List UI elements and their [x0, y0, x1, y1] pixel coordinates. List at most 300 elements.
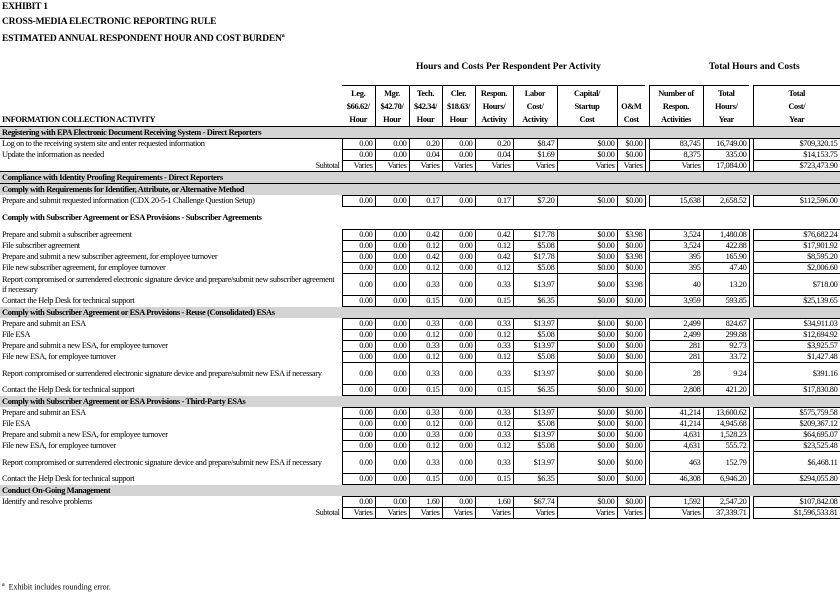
table-cell: 0.00 [375, 385, 409, 396]
col-total-cost [753, 86, 840, 127]
table-cell: $7.20 [513, 196, 557, 207]
activity-label: Prepare and submit a new ESA, for employee turnover [2, 430, 168, 439]
table-cell: 0.33 [409, 452, 442, 474]
table-cell: 299.88 [703, 330, 749, 341]
table-cell: Varies [617, 508, 645, 519]
table-cell: 0.00 [375, 341, 409, 352]
table-cell: $0.00 [557, 341, 617, 352]
table-cell: 0.17 [409, 196, 442, 207]
activity-label: Contact the Help Desk for technical support [2, 474, 135, 483]
table-cell: 0.12 [475, 263, 513, 274]
table-row [0, 274, 840, 296]
table-row [0, 230, 840, 241]
subtotal-row [0, 508, 840, 519]
table-cell: 0.00 [442, 385, 475, 396]
table-cell: 3,959 [649, 296, 703, 307]
subtotal-label: Subtotal [315, 508, 340, 517]
column-header-line: Cost/ [526, 102, 544, 111]
table-cell: 0.12 [409, 330, 442, 341]
table-cell: Varies [375, 161, 409, 172]
table-cell: $1,427.48 [753, 352, 840, 363]
table-cell: $0.00 [557, 196, 617, 207]
table-cell: $0.00 [557, 419, 617, 430]
table-cell: 422.88 [703, 241, 749, 252]
table-cell: 0.00 [442, 150, 475, 161]
column-header-line: Year [789, 115, 805, 124]
subsection-header-row [0, 396, 840, 408]
table-cell: 0.00 [375, 408, 409, 419]
table-cell: $0.00 [617, 363, 645, 385]
table-cell: 8,375 [649, 150, 703, 161]
activity-label: Prepare and submit a subscriber agreement [2, 230, 132, 239]
table-body [0, 127, 840, 519]
table-cell: $0.00 [557, 150, 617, 161]
col-total-hours [703, 86, 749, 127]
table-cell: $107,842.08 [753, 497, 840, 508]
col-leg [342, 86, 375, 127]
table-cell: $64,695.07 [753, 430, 840, 441]
table-cell: 0.00 [342, 497, 375, 508]
table-cell: 395 [649, 263, 703, 274]
table-cell: $13.97 [513, 274, 557, 296]
table-cell: 0.00 [375, 150, 409, 161]
table-row [0, 252, 840, 263]
column-header-line: Year [718, 115, 734, 124]
table-row [0, 139, 840, 150]
table-cell: Varies [617, 161, 645, 172]
table-cell: $8.47 [513, 139, 557, 150]
table-cell: 0.33 [409, 274, 442, 296]
table-cell: 0.00 [375, 241, 409, 252]
table-cell: Varies [557, 508, 617, 519]
table-cell: 0.42 [475, 252, 513, 263]
table-cell: $0.00 [617, 241, 645, 252]
table-cell: 0.00 [442, 196, 475, 207]
table-cell: 41,214 [649, 408, 703, 419]
table-cell: $6.35 [513, 474, 557, 485]
activity-label: File ESA [2, 419, 31, 428]
table-cell: $209,367.12 [753, 419, 840, 430]
activity-label: Report compromised or surrendered electronic signature device and prepare/submit new ESA if necessary [2, 457, 322, 467]
table-cell: 83,745 [649, 139, 703, 150]
table-cell: 0.12 [409, 263, 442, 274]
table-row [0, 441, 840, 452]
table-cell: 0.15 [409, 296, 442, 307]
table-cell: $0.00 [557, 263, 617, 274]
table-row [0, 341, 840, 352]
table-cell: Varies [442, 508, 475, 519]
table-cell: 152.79 [703, 452, 749, 474]
table-cell: $13.97 [513, 341, 557, 352]
table-cell: $13.97 [513, 430, 557, 441]
table-cell: $13.97 [513, 408, 557, 419]
table-cell: 0.00 [442, 319, 475, 330]
table-cell: $0.00 [617, 419, 645, 430]
table-cell: 0.15 [409, 385, 442, 396]
column-header-line: Cost [623, 115, 639, 124]
table-cell: $3.98 [617, 230, 645, 241]
table-row [0, 497, 840, 508]
table-cell: $17.78 [513, 230, 557, 241]
footnote: $^a$ Exhibit includes rounding error. [2, 582, 111, 592]
activity-label: Prepare and submit a new subscriber agreement, for employee turnover [2, 252, 218, 261]
table-cell: $76,682.24 [753, 230, 840, 241]
table-cell: $0.00 [557, 385, 617, 396]
table-cell: $6.35 [513, 296, 557, 307]
table-row [0, 363, 840, 385]
table-cell: 0.00 [342, 474, 375, 485]
table-cell: 0.33 [409, 430, 442, 441]
section-label: Conduct On-Going Management [0, 485, 840, 497]
activity-label: Prepare and submit an ESA [2, 408, 86, 417]
table-cell: 0.15 [475, 385, 513, 396]
table-cell: 421.20 [703, 385, 749, 396]
table-cell: 0.00 [442, 341, 475, 352]
table-row [0, 474, 840, 485]
table-cell: 1,480.08 [703, 230, 749, 241]
table-cell: 1.60 [409, 497, 442, 508]
col-activity: INFORMATION COLLECTION ACTIVITY [2, 115, 156, 124]
table-cell: $5.08 [513, 330, 557, 341]
subsection-header-row [0, 485, 840, 497]
column-header-line: Hour [449, 115, 468, 124]
table-cell: 6,946.20 [703, 474, 749, 485]
column-header-line: Hour [383, 115, 401, 124]
table-cell: 463 [649, 452, 703, 474]
table-cell: 0.15 [475, 296, 513, 307]
table-cell: 0.33 [475, 430, 513, 441]
table-cell: 0.42 [409, 230, 442, 241]
table-cell: 165.90 [703, 252, 749, 263]
table-row [0, 330, 840, 341]
table-cell: 0.00 [342, 274, 375, 296]
table-cell: 0.00 [442, 296, 475, 307]
table-cell: 0.33 [409, 408, 442, 419]
table-cell: $6,468.11 [753, 452, 840, 474]
table-cell: 9.24 [703, 363, 749, 385]
table-row [0, 385, 840, 396]
table-cell: 0.00 [342, 252, 375, 263]
table-cell: 0.33 [475, 341, 513, 352]
activity-label: Report compromised or surrendered electronic signature device and prepare/submit new ESA if necessary [2, 368, 322, 378]
exhibit-label: EXHIBIT 1 [2, 2, 48, 12]
table-cell: 0.00 [442, 252, 475, 263]
table-cell: 0.00 [375, 363, 409, 385]
column-header-line: Respon. [480, 89, 508, 98]
table-cell: 0.33 [475, 319, 513, 330]
table-cell: 0.15 [409, 474, 442, 485]
table-cell: 0.00 [342, 150, 375, 161]
table-cell: 1,528.23 [703, 430, 749, 441]
activity-label: Log on to the receiving system site and enter requested information [2, 139, 205, 149]
table-cell: 395 [649, 252, 703, 263]
table-cell: 0.00 [375, 274, 409, 296]
table-cell: 0.33 [409, 319, 442, 330]
section-label: Comply with Requirements for Identifier, Attribute, or Alternative Method [0, 184, 840, 196]
table-cell: $112,596.00 [753, 196, 840, 207]
table-cell: 28 [649, 363, 703, 385]
table-row [0, 241, 840, 252]
table-cell: $1.69 [513, 150, 557, 161]
group-header-totals: Total Hours and Costs [709, 62, 800, 72]
table-cell: 2,808 [649, 385, 703, 396]
table-cell: $0.00 [617, 330, 645, 341]
table-cell: 0.00 [442, 230, 475, 241]
table-cell: 0.00 [442, 241, 475, 252]
table-cell: 0.00 [442, 430, 475, 441]
table-cell: 0.00 [442, 452, 475, 474]
table-cell: 0.12 [475, 419, 513, 430]
table-cell: 92.73 [703, 341, 749, 352]
table-cell: 0.00 [442, 441, 475, 452]
table-cell: $0.00 [617, 319, 645, 330]
column-header-line: Activity [522, 115, 548, 124]
table-cell: $0.00 [617, 196, 645, 207]
table-cell: 0.12 [409, 241, 442, 252]
table-cell: 0.20 [475, 139, 513, 150]
table-cell: 3,524 [649, 241, 703, 252]
table-cell: $0.00 [557, 352, 617, 363]
table-cell: 0.42 [409, 252, 442, 263]
table-cell: $575,759.58 [753, 408, 840, 419]
table-cell: 33.72 [703, 352, 749, 363]
table-cell: 0.00 [342, 196, 375, 207]
table-cell: 0.00 [342, 452, 375, 474]
col-num [649, 86, 703, 127]
table-cell: 0.00 [342, 385, 375, 396]
table-cell: $0.00 [557, 252, 617, 263]
column-header-line [620, 87, 644, 100]
table-row [0, 319, 840, 330]
table-cell: Varies [513, 161, 557, 172]
table-cell: $718.00 [753, 274, 840, 296]
table-cell: $5.08 [513, 352, 557, 363]
table-cell: 0.00 [375, 474, 409, 485]
table-cell: 0.00 [342, 263, 375, 274]
table-cell: $17,901.92 [753, 241, 840, 252]
table-cell: $3.98 [617, 252, 645, 263]
table-cell: 0.00 [442, 330, 475, 341]
table-cell: $0.00 [557, 230, 617, 241]
table-cell: 0.00 [442, 408, 475, 419]
column-header-line: Leg. [351, 89, 366, 98]
activity-label: Prepare and submit requested information (CDX 20-5-1 Challenge Question Setup) [2, 196, 255, 205]
activity-label: File new ESA, for employee turnover [2, 352, 116, 361]
table-cell: 0.00 [342, 296, 375, 307]
table-cell: 0.15 [475, 474, 513, 485]
subsection-header-row [0, 207, 840, 230]
table-cell: 0.04 [409, 150, 442, 161]
table-cell: $0.00 [617, 341, 645, 352]
table-cell: 2,658.52 [703, 196, 749, 207]
table-cell: 41,214 [649, 419, 703, 430]
table-cell: 0.00 [442, 363, 475, 385]
table-cell: 0.00 [375, 497, 409, 508]
activity-label: File new ESA, for employee turnover [2, 441, 116, 450]
column-header-line: $42.34/ [414, 102, 437, 111]
table-cell: $294,055.80 [753, 474, 840, 485]
table-cell: 0.33 [475, 408, 513, 419]
table-cell: $0.00 [617, 430, 645, 441]
column-header-line: Cost [579, 115, 595, 124]
burden-table [0, 85, 840, 519]
table-cell: 335.00 [703, 150, 749, 161]
table-cell: $0.00 [557, 497, 617, 508]
column-header-line: Hour [416, 115, 435, 124]
table-cell: 0.00 [375, 252, 409, 263]
table-cell: $5.08 [513, 263, 557, 274]
table-cell: $391.16 [753, 363, 840, 385]
table-cell: 0.12 [409, 419, 442, 430]
table-cell: 0.00 [375, 419, 409, 430]
activity-label: File new subscriber agreement, for employee turnover [2, 263, 166, 272]
table-cell: 0.00 [375, 263, 409, 274]
section-header-row [0, 127, 840, 139]
table-row [0, 150, 840, 161]
table-cell: $12,694.92 [753, 330, 840, 341]
table-cell: 0.33 [475, 452, 513, 474]
table-cell: 0.12 [475, 352, 513, 363]
table-cell: $2,006.60 [753, 263, 840, 274]
table-cell: 0.12 [475, 241, 513, 252]
table-cell: $0.00 [557, 330, 617, 341]
column-header-line: Tech. [416, 89, 435, 98]
table-cell: 3,524 [649, 230, 703, 241]
table-cell: 0.00 [375, 452, 409, 474]
table-cell: 0.00 [342, 241, 375, 252]
table-cell: $723,473.90 [753, 161, 840, 172]
table-cell: Varies [342, 508, 375, 519]
table-cell: $0.00 [557, 319, 617, 330]
rule-title: CROSS-MEDIA ELECTRONIC REPORTING RULE [2, 17, 217, 27]
table-cell: Varies [409, 161, 442, 172]
table-cell: 47.40 [703, 263, 749, 274]
subsection-header-row [0, 307, 840, 319]
table-cell: 0.00 [375, 441, 409, 452]
column-header-line: $42.70/ [380, 102, 404, 111]
table-cell: 1.60 [475, 497, 513, 508]
table-cell: $3.98 [617, 274, 645, 296]
column-header-line: $18.63/ [447, 102, 470, 111]
table-cell: $5.08 [513, 441, 557, 452]
table-cell: 0.00 [442, 474, 475, 485]
table-cell: 0.42 [475, 230, 513, 241]
table-cell: 0.00 [375, 230, 409, 241]
table-row [0, 263, 840, 274]
table-cell: 0.00 [375, 352, 409, 363]
table-cell: 4,945.68 [703, 419, 749, 430]
table-cell: 0.00 [342, 441, 375, 452]
table-cell: 0.33 [475, 274, 513, 296]
table-cell: 0.00 [375, 196, 409, 207]
table-cell: $0.00 [617, 352, 645, 363]
table-cell: $0.00 [557, 430, 617, 441]
section-label: Comply with Subscriber Agreement or ESA Provisions - Subscriber Agreements [2, 213, 262, 222]
table-cell: 0.00 [342, 430, 375, 441]
col-cler [442, 86, 475, 127]
column-header-line: Mgr. [384, 89, 400, 98]
activity-label: Contact the Help Desk for technical support [2, 296, 135, 305]
table-cell: 0.04 [475, 150, 513, 161]
table-cell: 0.00 [342, 419, 375, 430]
table-cell: $0.00 [617, 139, 645, 150]
table-cell: 0.33 [409, 363, 442, 385]
table-cell: $67.74 [513, 497, 557, 508]
table-cell: $0.00 [617, 441, 645, 452]
table-cell: 0.00 [442, 139, 475, 150]
table-cell: $13.97 [513, 319, 557, 330]
activity-label: Identify and resolve problems [2, 497, 93, 506]
table-cell: 0.33 [409, 341, 442, 352]
table-cell: 0.00 [375, 319, 409, 330]
table-cell: $0.00 [617, 150, 645, 161]
table-cell: Varies [649, 161, 703, 172]
col-labor [513, 86, 557, 127]
table-cell: Varies [409, 508, 442, 519]
table-cell: $5.08 [513, 419, 557, 430]
table-cell: 555.72 [703, 441, 749, 452]
column-header-line: Labor [524, 89, 546, 98]
table-cell: 0.00 [442, 497, 475, 508]
table-cell: $0.00 [557, 441, 617, 452]
activity-label: Update the information as needed [2, 150, 104, 159]
table-cell: 281 [649, 352, 703, 363]
table-cell: $0.00 [617, 385, 645, 396]
section-label: Registering with EPA Electronic Document Receiving System - Direct Reporters [0, 127, 840, 139]
table-cell: Varies [649, 508, 703, 519]
subsection-header-row [0, 184, 840, 196]
column-header-line: Total [717, 89, 735, 98]
column-header-line: $66.62/ [346, 102, 370, 111]
table-cell: 0.00 [342, 319, 375, 330]
table-cell: $0.00 [557, 241, 617, 252]
table-cell: $17.78 [513, 252, 557, 263]
table-row [0, 430, 840, 441]
table-cell: 0.17 [475, 196, 513, 207]
table-cell: 0.00 [375, 139, 409, 150]
table-cell: $13.97 [513, 363, 557, 385]
table-cell: 593.85 [703, 296, 749, 307]
table-row [0, 419, 840, 430]
table-cell: 13,600.62 [703, 408, 749, 419]
column-header-line: Cost/ [788, 102, 806, 111]
table-cell: 46,308 [649, 474, 703, 485]
table-cell: 0.12 [409, 352, 442, 363]
table-cell: 0.00 [342, 139, 375, 150]
table-cell: $0.00 [617, 408, 645, 419]
table-cell: $8,595.20 [753, 252, 840, 263]
table-cell: Varies [475, 161, 513, 172]
column-header-line: Respon. [662, 102, 690, 111]
table-cell: Varies [475, 508, 513, 519]
table-cell: $0.00 [557, 408, 617, 419]
table-cell: $0.00 [557, 452, 617, 474]
page-subtitle: ESTIMATED ANNUAL RESPONDENT HOUR AND COST BURDEN$^a$ [2, 33, 285, 45]
activity-label: File ESA [2, 330, 31, 339]
table-row [0, 352, 840, 363]
table-cell: $13.97 [513, 452, 557, 474]
table-cell: $0.00 [557, 139, 617, 150]
table-cell: $0.00 [617, 474, 645, 485]
table-cell: 16,749.00 [703, 139, 749, 150]
table-cell: $0.00 [557, 474, 617, 485]
table-row [0, 452, 840, 474]
table-cell: 4,631 [649, 430, 703, 441]
subtotal-row [0, 161, 840, 172]
activity-label: File subscriber agreement [2, 241, 80, 250]
table-cell: $17,830.80 [753, 385, 840, 396]
col-tech [409, 86, 442, 127]
